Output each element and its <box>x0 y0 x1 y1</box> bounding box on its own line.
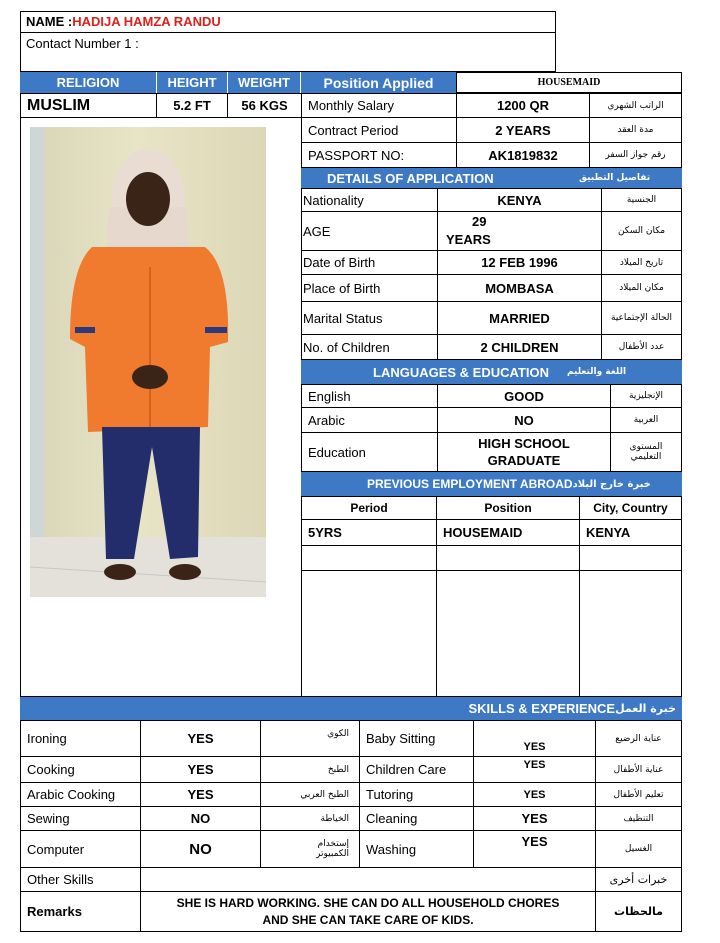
contract-ar: مدة العقد <box>589 117 682 143</box>
washing-value: YES <box>473 830 596 868</box>
details-title-ar: تفاصيل التطبيق <box>579 173 651 183</box>
english-label: English <box>301 384 438 408</box>
marital-ar: الحالة الإجتماعية <box>601 301 682 335</box>
english-ar: الإنجليزية <box>610 384 682 408</box>
age-label: AGE <box>301 211 438 251</box>
arabic-value: NO <box>437 407 611 433</box>
arabic-cooking-ar: الطبخ العربي <box>260 782 360 807</box>
computer-label: Computer <box>20 830 141 868</box>
other-skills-label: Other Skills <box>20 867 141 892</box>
age-unit: YEARS <box>446 232 491 247</box>
person-figure-icon <box>30 127 266 597</box>
salary-ar: الراتب الشهري <box>589 93 682 118</box>
employment-title-ar: خبرة خارج البلاد <box>572 478 651 490</box>
sewing-value: NO <box>140 806 261 831</box>
contract-value: 2 YEARS <box>456 117 590 143</box>
weight-header: WEIGHT <box>228 72 300 93</box>
baby-ar: عناية الرضيع <box>595 720 682 757</box>
computer-ar-2: الكمبيوتر <box>316 849 349 859</box>
education-label: Education <box>301 432 438 472</box>
marital-value: MARRIED <box>437 301 602 335</box>
name-label: NAME : <box>26 14 73 29</box>
cooking-label: Cooking <box>20 756 141 783</box>
col-period: Period <box>301 496 437 520</box>
remarks-ar: مالحظات <box>595 891 682 932</box>
employment-empty-row-1c <box>579 545 682 571</box>
cleaning-label: Cleaning <box>359 806 474 831</box>
details-title: DETAILS OF APPLICATION <box>327 170 494 186</box>
remarks-value <box>140 891 596 932</box>
languages-header <box>301 360 682 384</box>
pob-ar: مكان الميلاد <box>601 274 682 302</box>
baby-label: Baby Sitting <box>359 720 474 757</box>
nationality-ar: الجنسية <box>601 188 682 212</box>
age-value <box>437 211 602 251</box>
religion-header: RELIGION <box>20 72 156 93</box>
children-label: No. of Children <box>301 334 438 360</box>
childcare-ar: عناية الأطفال <box>595 756 682 783</box>
arabic-label: Arabic <box>301 407 438 433</box>
education-value <box>437 432 611 472</box>
passport-label: PASSPORT NO: <box>301 142 457 168</box>
employment-city: KENYA <box>579 519 682 546</box>
height-header: HEIGHT <box>157 72 227 93</box>
childcare-value: YES <box>473 756 596 783</box>
ironing-ar: الكوي <box>260 720 360 757</box>
other-skills-ar: خبرات أخرى <box>595 867 682 892</box>
weight-value: 56 KGS <box>227 93 302 118</box>
details-header <box>301 168 682 188</box>
nationality-value: KENYA <box>437 188 602 212</box>
employment-period: 5YRS <box>301 519 437 546</box>
height-value: 5.2 FT <box>156 93 228 118</box>
employment-empty-row-1b <box>436 545 580 571</box>
languages-title: LANGUAGES & EDUCATION <box>373 364 549 380</box>
tutoring-label: Tutoring <box>359 782 474 807</box>
applicant-photo <box>30 127 266 597</box>
tutoring-value: YES <box>473 782 596 807</box>
education-ar <box>610 432 682 472</box>
education-ar-2: التعليمي <box>630 452 662 462</box>
skills-header <box>20 697 682 720</box>
languages-title-ar: اللغة والتعليم <box>567 367 627 377</box>
remarks-label: Remarks <box>20 891 141 932</box>
remarks-line-1: SHE IS HARD WORKING. SHE CAN DO ALL HOUSEHOLD CHORES <box>176 895 560 910</box>
other-skills-value <box>140 867 596 892</box>
tutoring-ar: تعليم الأطفال <box>595 782 682 807</box>
passport-value: AK1819832 <box>456 142 590 168</box>
col-city: City, Country <box>579 496 682 520</box>
cooking-ar: الطبخ <box>260 756 360 783</box>
pob-value: MOMBASA <box>437 274 602 302</box>
cooking-value: YES <box>140 756 261 783</box>
dob-value: 12 FEB 1996 <box>437 250 602 275</box>
computer-value: NO <box>140 830 261 868</box>
computer-ar <box>260 830 360 868</box>
employment-empty-row-2 <box>301 570 437 697</box>
baby-value: YES <box>473 720 596 757</box>
education-line-1: HIGH SCHOOL <box>478 436 570 451</box>
dob-label: Date of Birth <box>301 250 438 275</box>
remarks-line-2: AND SHE CAN TAKE CARE OF KIDS. <box>262 912 474 927</box>
position-header: Position Applied <box>301 72 456 93</box>
computer-ar-1: إستخدام <box>317 839 349 849</box>
children-ar: عدد الأطفال <box>601 334 682 360</box>
age-ar: مكان السكن <box>601 211 682 251</box>
dob-ar: تاريخ الميلاد <box>601 250 682 275</box>
english-value: GOOD <box>437 384 611 408</box>
employment-position: HOUSEMAID <box>436 519 580 546</box>
employment-empty-row-1 <box>301 545 437 571</box>
ironing-label: Ironing <box>20 720 141 757</box>
marital-label: Marital Status <box>301 301 438 335</box>
ironing-value: YES <box>140 720 261 757</box>
contact-label: Contact Number 1 : <box>26 36 139 51</box>
col-position: Position <box>436 496 580 520</box>
salary-label: Monthly Salary <box>301 93 457 118</box>
arabic-cooking-value: YES <box>140 782 261 807</box>
salary-value: 1200 QR <box>456 93 590 118</box>
washing-label: Washing <box>359 830 474 868</box>
cleaning-ar: التنظيف <box>595 806 682 831</box>
skills-title: SKILLS & EXPERIENCE <box>468 701 616 716</box>
employment-empty-row-2b <box>436 570 580 697</box>
employment-title: PREVIOUS EMPLOYMENT ABROAD <box>367 477 573 491</box>
cleaning-value: YES <box>473 806 596 831</box>
age-number: 29 <box>472 214 487 229</box>
childcare-label: Children Care <box>359 756 474 783</box>
skills-title-ar: خبرة العمل <box>615 702 676 715</box>
children-value: 2 CHILDREN <box>437 334 602 360</box>
position-value: HOUSEMAID <box>456 72 682 93</box>
nationality-label: Nationality <box>301 188 438 212</box>
passport-ar: رقم جواز السفر <box>589 142 682 168</box>
employment-header <box>301 472 682 496</box>
education-line-2: GRADUATE <box>487 453 561 468</box>
religion-value: MUSLIM <box>20 93 157 118</box>
pob-label: Place of Birth <box>301 274 438 302</box>
arabic-cooking-label: Arabic Cooking <box>20 782 141 807</box>
education-ar-1: المستوى <box>629 442 663 452</box>
washing-ar: الغسيل <box>595 830 682 868</box>
employment-empty-row-2c <box>579 570 682 697</box>
contract-label: Contract Period <box>301 117 457 143</box>
name-value: HADIJA HAMZA RANDU <box>72 14 221 29</box>
name-row <box>26 14 221 29</box>
sewing-label: Sewing <box>20 806 141 831</box>
arabic-ar: العربية <box>610 407 682 433</box>
sewing-ar: الخياطة <box>260 806 360 831</box>
